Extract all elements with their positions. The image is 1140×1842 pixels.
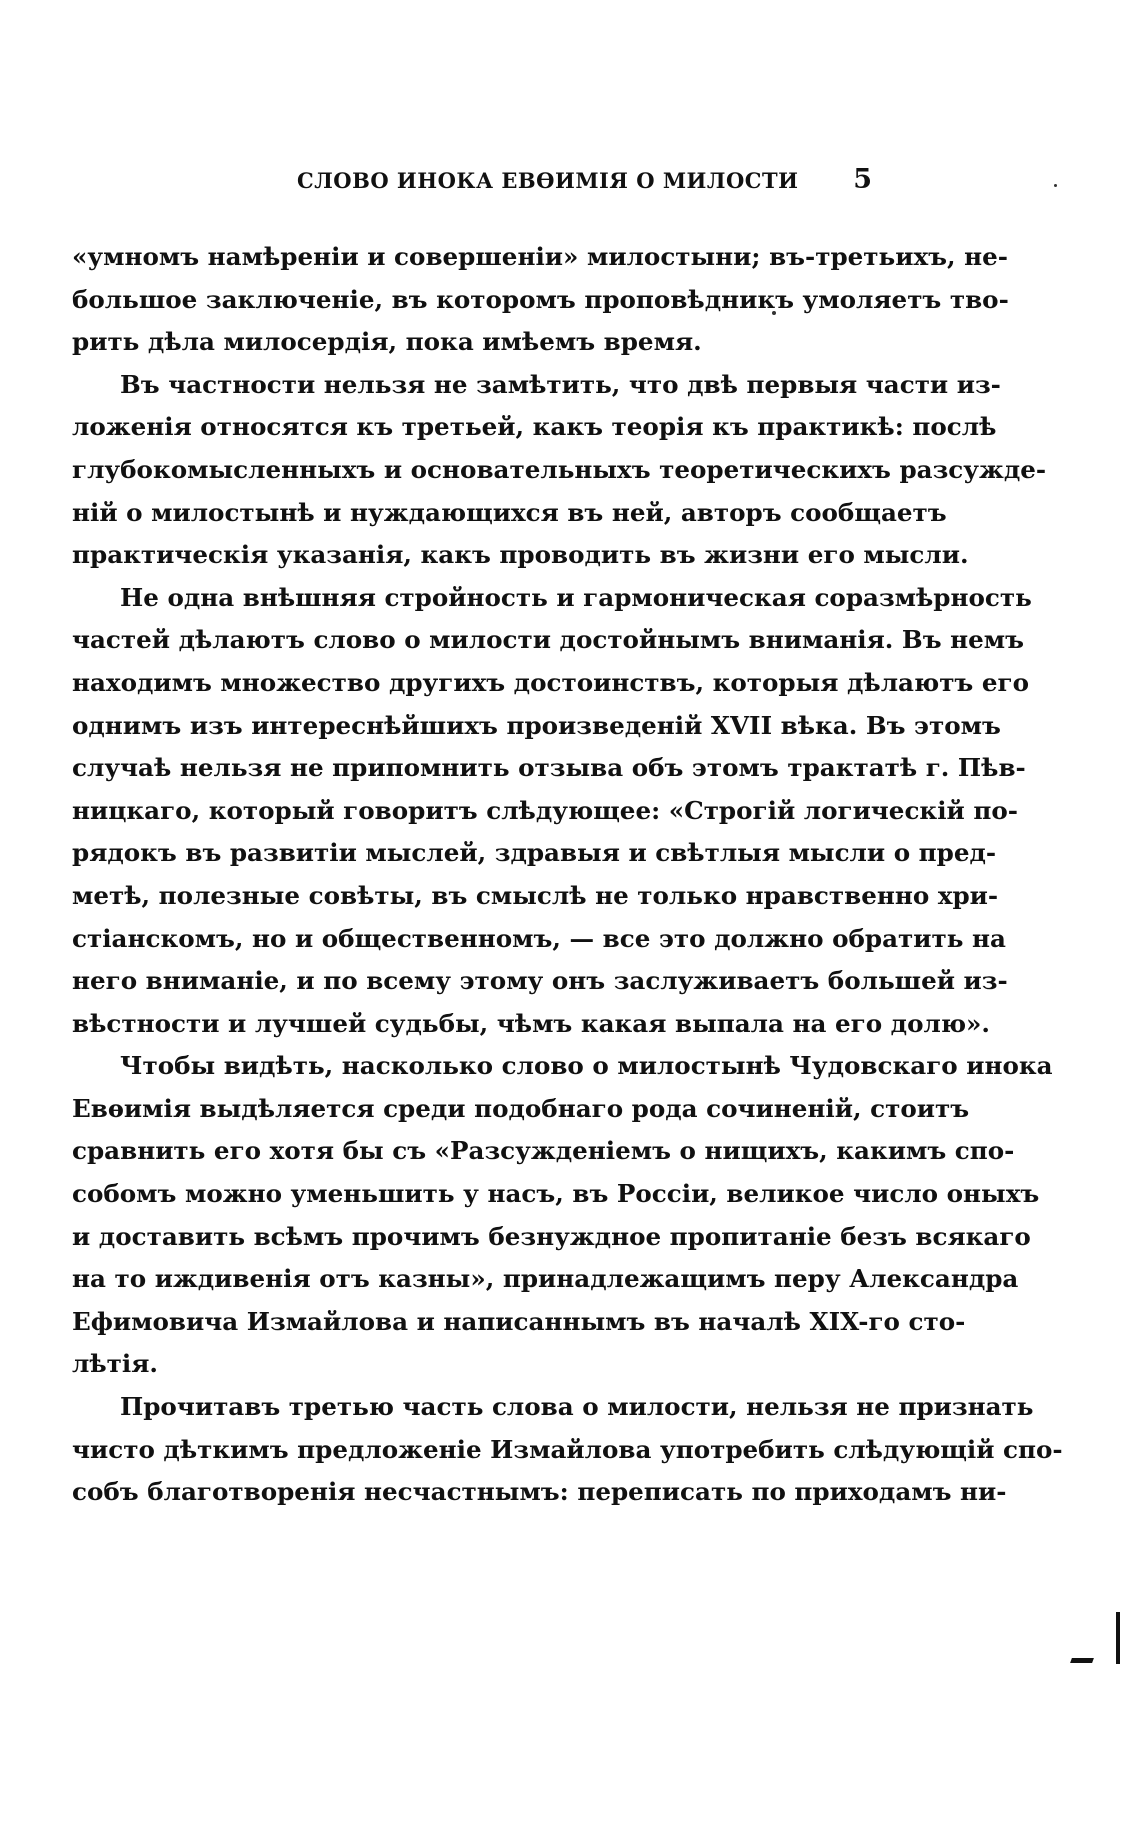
text-line: Ефимовича Измайлова и написаннымъ въ началѣ XIX-го сто- — [72, 1306, 966, 1336]
text-line: однимъ изъ интереснѣйшихъ произведеній XVII вѣка. Въ этомъ — [72, 710, 1001, 740]
text-line: Прочитавъ третью часть слова о милости, нельзя не признать — [120, 1392, 1034, 1422]
text-line: случаѣ нельзя не припомнить отзыва объ этомъ трактатѣ г. Пѣв- — [72, 753, 1026, 783]
text-line: лѣтія. — [72, 1349, 158, 1379]
text-line: стіанскомъ, но и общественномъ, — все это должно обратить на — [72, 923, 1006, 953]
scan-mark — [1116, 1612, 1120, 1664]
text-line: Въ частности нельзя не замѣтить, что двѣ первыя части из- — [120, 369, 1001, 399]
text-line: собъ благотворенія несчастнымъ: переписать по приходамъ ни- — [72, 1477, 1007, 1507]
text-line: него вниманіе, и по всему этому онъ заслуживаетъ большей из- — [72, 966, 1008, 996]
text-line: частей дѣлаютъ слово о милости достойнымъ вниманія. Въ немъ — [72, 625, 1025, 655]
paragraph-2 — [72, 364, 1047, 577]
text-line: «умномъ намѣреніи и совершеніи» милостыни; въ-третьихъ, не- — [72, 242, 1008, 271]
text-line: и доставить всѣмъ прочимъ безнуждное пропитаніе безъ всякаго — [72, 1221, 1031, 1251]
text-line: сравнить его хотя бы съ «Разсужденіемъ о нищихъ, какимъ спо- — [72, 1136, 1015, 1166]
text-line: вѣстности и лучшей судьбы, чѣмъ какая выпала на его долю». — [72, 1008, 990, 1038]
text-line: практическія указанія, какъ проводить въ жизни его мысли. — [72, 540, 969, 570]
text-line: ложенія относятся къ третьей, какъ теорія къ практикѣ: послѣ — [72, 412, 997, 442]
text-line: ній о милостынѣ и нуждающихся въ ней, авторъ сообщаетъ — [72, 497, 947, 527]
text-line: Чтобы видѣть, насколько слово о милостынѣ Чудовскаго инока — [120, 1051, 1053, 1081]
page-number: 5 — [853, 164, 872, 195]
text-line: собомъ можно уменьшить у насъ, въ Россіи, великое число оныхъ — [72, 1179, 1040, 1209]
scan-speck — [1054, 184, 1057, 187]
body-text — [72, 236, 1063, 1514]
text-line: Не одна внѣшняя стройность и гармоническая соразмѣрность — [120, 582, 1032, 612]
text-line: большое заключеніе, въ которомъ проповѣдникъ умоляетъ тво- — [72, 284, 1009, 314]
text-line: Евѳимія выдѣляется среди подобнаго рода сочиненій, стоитъ — [72, 1093, 970, 1123]
text-line: ницкаго, который говоритъ слѣдующее: «Строгій логическій по- — [72, 795, 1018, 825]
paragraph-5 — [72, 1386, 1063, 1514]
paragraph-3 — [72, 577, 1032, 1046]
text-line: глубокомысленныхъ и основательныхъ теоретическихъ разсужде- — [72, 454, 1047, 484]
text-line: рить дѣла милосердія, пока имѣемъ время. — [72, 327, 702, 357]
scan-mark — [1070, 1658, 1094, 1663]
text-line: находимъ множество другихъ достоинствъ, которыя дѣлаютъ его — [72, 667, 1029, 697]
paragraph-1 — [72, 236, 1009, 364]
text-line: на то иждивенія отъ казны», принадлежащимъ перу Александра — [72, 1264, 1019, 1294]
text-line: чисто дѣткимъ предложеніе Измайлова употребить слѣдующій спо- — [72, 1434, 1063, 1464]
text-line: метѣ, полезные совѣты, въ смыслѣ не только нравственно хри- — [72, 880, 999, 910]
running-head — [72, 164, 872, 198]
running-title: СЛОВО ИНОКА ЕВѲИМІЯ О МИЛОСТИ — [297, 168, 799, 193]
paragraph-4 — [72, 1045, 1053, 1386]
text-line: рядокъ въ развитіи мыслей, здравыя и свѣтлыя мысли о пред- — [72, 838, 997, 868]
